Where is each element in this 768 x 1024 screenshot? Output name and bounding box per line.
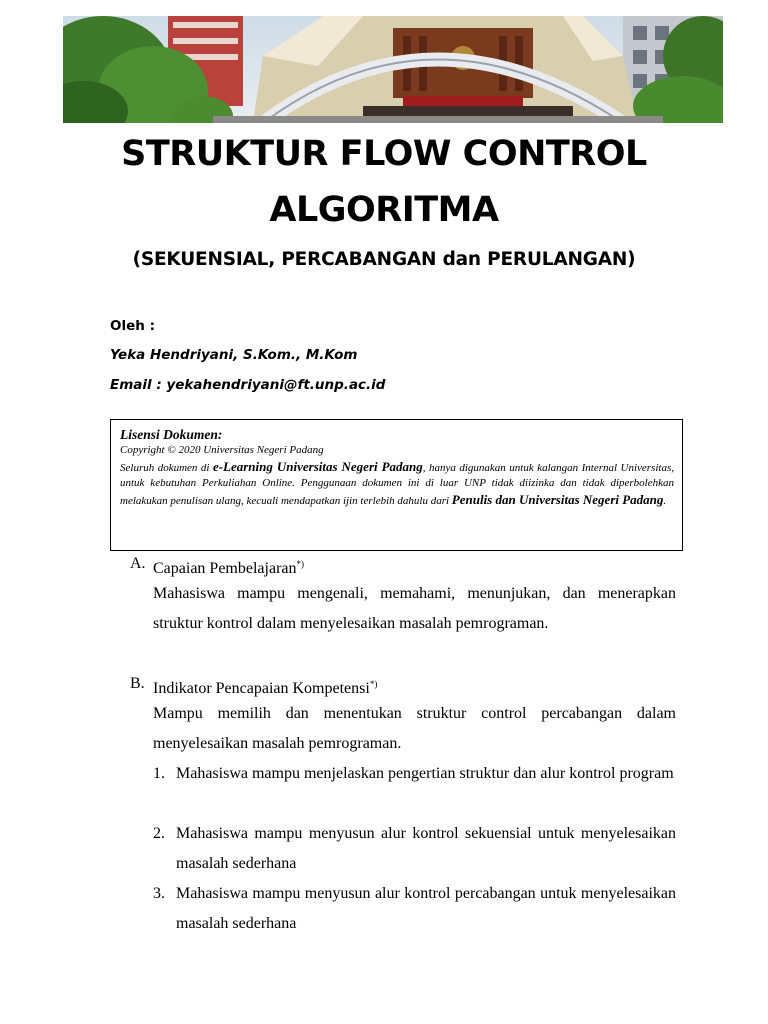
list-item-text: Mahasiswa mampu menjelaskan pengertian struktur dan alur kontrol program [176, 765, 674, 782]
author-email: Email : yekahendriyani@ft.unp.ac.id [110, 377, 386, 393]
document-title-line-2: ALGORITMA [269, 190, 499, 230]
license-body-text: Seluruh dokumen di [120, 461, 213, 474]
list-item-number: 1. [153, 765, 165, 782]
campus-banner-image [63, 16, 723, 123]
list-item-text: Mahasiswa mampu menyusun alur kontrol sekuensial untuk menyelesaikan masalah sederhana [176, 825, 676, 872]
license-body [120, 459, 674, 510]
section-a-paragraph: Mahasiswa mampu mengenali, memahami, menunjukan, dan menerapkan struktur kontrol dalam menyelesaikan masalah pemrograman. [153, 585, 676, 632]
license-box [110, 419, 683, 551]
license-emphasis: Penulis dan Universitas Negeri Padang [451, 491, 664, 507]
license-body-text: . [663, 494, 667, 507]
license-emphasis: e-Learning Universitas Negeri Padang [212, 458, 423, 474]
list-item-number: 3. [153, 885, 165, 902]
document-subtitle: (SEKUENSIAL, PERCABANGAN dan PERULANGAN) [132, 249, 636, 270]
license-heading: Lisensi Dokumen: [120, 427, 223, 442]
section-letter: A. [130, 555, 146, 572]
footnote-mark: *) [369, 679, 378, 689]
list-item-text: Mahasiswa mampu menyusun alur kontrol percabangan untuk menyelesaikan masalah sederhana [176, 885, 676, 932]
license-copyright: Copyright © 2020 Universitas Negeri Padang [120, 444, 324, 456]
list-item-number: 2. [153, 825, 165, 842]
section-letter: B. [130, 675, 145, 692]
footnote-mark: *) [296, 559, 304, 569]
author-name: Yeka Hendriyani, S.Kom., M.Kom [110, 347, 358, 363]
license-body-text: , hanya digunakan untuk kalangan Internal Universitas, untuk kebutuhan Perkuliahan Online. Penggunaan dokumen ini di luar UNP tidak diizinka dan tidak diperbolehkan melakukan penulisan ulang, kecuali mendapatkan ijin terlebih dahulu dari [120, 461, 675, 507]
section-b-paragraph: Mampu memilih dan menentukan struktur control percabangan dalam menyelesaikan masalah pemrograman. [153, 705, 676, 752]
section-heading-label: Indikator Pencapaian Kompetensi [153, 680, 370, 697]
section-a-heading [0, 549, 768, 579]
section-b-heading [0, 669, 768, 699]
author-by-label: Oleh : [110, 318, 155, 334]
section-heading-label: Capaian Pembelajaran [153, 560, 297, 577]
document-title-line-1: STRUKTUR FLOW CONTROL [121, 134, 647, 174]
